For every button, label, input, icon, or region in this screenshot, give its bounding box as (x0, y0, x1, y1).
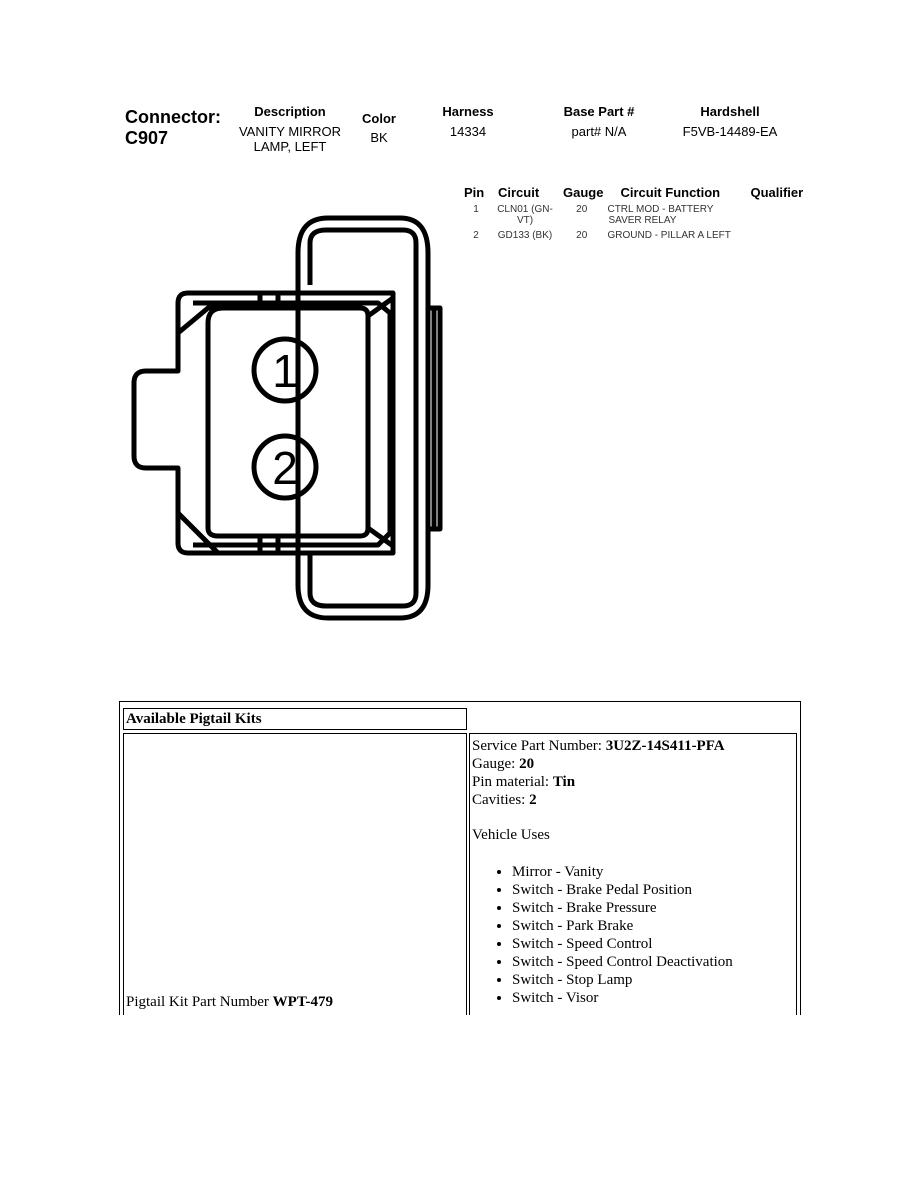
gauge-header: Gauge (563, 185, 604, 200)
color-column (355, 111, 403, 145)
kit-part-number (126, 994, 333, 1011)
pin-material-label: Pin material: (472, 774, 553, 790)
table-row (462, 204, 806, 226)
pigtail-kits-table (119, 701, 801, 1015)
base-part-value: part# N/A (571, 124, 627, 139)
pigtail-kit-cell (123, 733, 467, 1015)
gauge-cell: 20 (576, 204, 588, 215)
list-item: • Switch - Brake Pressure (512, 899, 796, 917)
connector-face-diagram (128, 213, 448, 623)
base-part-heading: Base Part # (563, 104, 635, 119)
function-cell (603, 226, 746, 241)
connector-inner-outline (208, 308, 368, 536)
description-column (228, 104, 352, 154)
list-item: • Switch - Visor (512, 989, 796, 1007)
qualifier-header: Qualifier (750, 185, 804, 200)
pin-header: Pin (464, 185, 485, 200)
list-item: • Mirror - Vanity (512, 863, 796, 881)
function-line2: SAVER RELAY (608, 215, 677, 226)
pin-material-line (472, 773, 796, 791)
connector-id: C907 (125, 128, 169, 148)
list-item: • Switch - Park Brake (512, 917, 796, 935)
table-row (462, 226, 806, 241)
cavities-line (472, 791, 796, 809)
vehicle-uses-list (472, 863, 796, 1007)
hardshell-heading: Hardshell (700, 104, 760, 119)
function-line1: CTRL MOD - BATTERY (607, 204, 714, 215)
outer-latch-outline (298, 218, 428, 618)
qualifier-cell (746, 226, 806, 241)
cavity-2 (254, 436, 316, 498)
cavity-2-label: 2 (272, 442, 298, 494)
gauge-label: Gauge: (472, 756, 520, 772)
pin-table (462, 185, 806, 241)
circuit-cell (490, 226, 560, 241)
pin-table-header (462, 185, 806, 204)
cavities-value: 2 (529, 792, 537, 808)
connector-body-outline (134, 293, 393, 553)
base-part-column (548, 104, 650, 139)
gauge-value: 20 (519, 756, 535, 772)
vehicle-uses-heading: Vehicle Uses (472, 827, 550, 843)
harness-value: 14334 (449, 124, 487, 139)
circuit-line1: GD133 (BK) (497, 230, 553, 241)
list-item: • Switch - Stop Lamp (512, 971, 796, 989)
gauge-line (472, 755, 796, 773)
circuit-header: Circuit (498, 185, 540, 200)
pigtail-kits-heading: Available Pigtail Kits (123, 708, 467, 730)
pin-number: 2 (473, 230, 479, 241)
hardshell-value: F5VB-14489-EA (682, 124, 778, 139)
function-header: Circuit Function (620, 185, 721, 200)
pin-number: 1 (473, 204, 479, 215)
circuit-cell (490, 204, 560, 226)
circuit-line1: CLN01 (GN- (497, 204, 553, 215)
inner-latch-outline (310, 230, 416, 606)
cavities-label: Cavities: (472, 792, 530, 808)
harness-column (428, 104, 508, 139)
kit-part-label: Pigtail Kit Part Number (126, 994, 273, 1010)
list-item: • Switch - Speed Control Deactivation (512, 953, 796, 971)
list-item: • Switch - Brake Pedal Position (512, 881, 796, 899)
list-item: • Switch - Speed Control (512, 935, 796, 953)
connector-label: Connector: (125, 107, 221, 127)
pin-material-value: Tin (552, 774, 576, 790)
function-cell (603, 204, 746, 226)
service-part-line (472, 737, 796, 755)
kit-part-value: WPT-479 (272, 994, 333, 1010)
description-line2: LAMP, LEFT (253, 139, 327, 154)
cavity-1 (254, 339, 316, 401)
color-value: BK (370, 130, 388, 145)
pigtail-details-cell (469, 733, 797, 1015)
color-heading: Color (362, 111, 396, 126)
service-part-value: 3U2Z-14S411-PFA (605, 738, 725, 754)
service-part-label: Service Part Number: (472, 738, 606, 754)
circuit-line2: VT) (516, 215, 534, 226)
description-line1: VANITY MIRROR (238, 124, 342, 139)
pigtail-header-spacer (469, 708, 797, 730)
top-left-chamfer (178, 308, 208, 333)
gauge-cell: 20 (576, 230, 588, 241)
hardshell-column (666, 104, 794, 139)
description-heading: Description (254, 104, 326, 119)
qualifier-cell (746, 204, 806, 226)
cavity-1-label: 1 (272, 345, 298, 397)
harness-heading: Harness (442, 104, 494, 119)
function-line1: GROUND - PILLAR A LEFT (607, 230, 731, 241)
connector-title (125, 107, 221, 149)
